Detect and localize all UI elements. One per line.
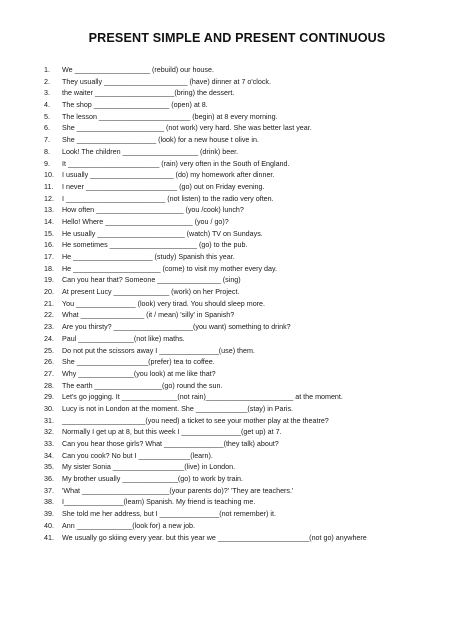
- exercise-item: [44, 334, 464, 346]
- exercise-item: [44, 427, 464, 439]
- exercise-number: 20.: [44, 288, 54, 297]
- exercise-number: 33.: [44, 440, 54, 448]
- exercise-number: 25.: [44, 346, 54, 355]
- exercise-number: 41.: [44, 533, 54, 542]
- exercise-sentence: She ______________________ (not work) very hard. She was better last year.: [62, 124, 312, 133]
- exercise-number: 16.: [44, 241, 54, 250]
- exercise-item: [44, 170, 464, 182]
- exercise-sentence: I never _______________________ (go) out on Friday evening.: [62, 182, 265, 191]
- exercise-number: 21.: [44, 299, 54, 308]
- exercise-sentence: She __________________(prefer) tea to coffee.: [62, 358, 215, 367]
- exercise-number: 26.: [44, 358, 54, 367]
- exercise-item: [44, 299, 464, 311]
- exercise-sentence: The earth _________________(go) round the sun.: [62, 381, 223, 390]
- exercise-item: [44, 392, 464, 404]
- exercise-sentence: The lesson _______________________ (begin) at 8 every morning.: [62, 112, 278, 121]
- exercise-sentence: Lucy is not in London at the moment. She _____________(stay) in Paris.: [62, 404, 294, 413]
- exercise-item: [44, 264, 464, 276]
- exercise-item: [44, 135, 464, 147]
- exercise-sentence: Let's go jogging. It ______________(not rain)______________________ at the moment.: [62, 393, 343, 402]
- exercise-sentence: We ___________________ (rebuild) our house.: [62, 66, 214, 74]
- exercise-item: [44, 346, 464, 358]
- exercise-item: [44, 497, 464, 509]
- exercise-item: [44, 275, 464, 287]
- exercise-number: 6.: [44, 124, 50, 133]
- exercise-item: [44, 159, 464, 171]
- exercise-item: [44, 322, 464, 334]
- exercise-item: [44, 521, 464, 533]
- exercise-number: 31.: [44, 416, 54, 425]
- exercise-number: 15.: [44, 229, 54, 238]
- exercise-number: 3.: [44, 89, 50, 98]
- exercise-number: 13.: [44, 206, 54, 215]
- exercise-number: 10.: [44, 171, 54, 180]
- exercise-item: [44, 240, 464, 252]
- exercise-sentence: He ______________________ (come) to visit my mother every day.: [62, 264, 278, 273]
- exercise-item: [44, 474, 464, 486]
- exercise-number: 22.: [44, 311, 54, 320]
- exercise-number: 11.: [44, 182, 54, 191]
- exercise-sentence: My sister Sonia __________________(live) in London.: [62, 463, 236, 472]
- exercise-sentence: Do not put the scissors away I _______________(use) them.: [62, 346, 255, 355]
- exercise-sentence: We usually go skiing every year. but this year we _______________________(not go) anywhere: [62, 533, 367, 542]
- exercise-number: 34.: [44, 451, 54, 460]
- exercise-item: [44, 310, 464, 322]
- exercise-number: 37.: [44, 486, 54, 495]
- exercise-number: 8.: [44, 147, 50, 156]
- exercise-sentence: Normally I get up at 8, but this week I _______________(get up) at 7.: [62, 428, 282, 437]
- exercise-sentence: How often ______________________ (you /cook) lunch?: [62, 206, 244, 215]
- exercise-sentence: He usually ______________________ (watch) TV on Sundays.: [62, 229, 263, 238]
- exercise-number: 27.: [44, 369, 54, 378]
- exercise-number: 24.: [44, 334, 54, 343]
- exercise-sentence: They usually _____________________ (have) dinner at 7 o'clock.: [62, 77, 271, 86]
- exercise-item: [44, 509, 464, 521]
- exercise-item: [44, 416, 464, 428]
- exercise-sentence: Paul ______________(not like) maths.: [62, 334, 185, 343]
- exercise-item: [44, 182, 464, 194]
- exercise-number: 5.: [44, 112, 50, 121]
- exercise-item: [44, 287, 464, 299]
- exercise-number: 1.: [44, 66, 50, 74]
- exercise-sentence: I_______________(learn) Spanish. My friend is teaching me.: [62, 498, 256, 507]
- exercise-item: [44, 65, 464, 77]
- exercise-item: [44, 462, 464, 474]
- exercise-number: 14.: [44, 217, 54, 226]
- exercise-item: [44, 229, 464, 241]
- exercise-sentence: Look! The children ___________________ (drink) beer.: [62, 147, 239, 156]
- exercise-sentence: I _________________________ (not listen) to the radio very often.: [62, 194, 274, 203]
- exercise-sentence: I usually _____________________ (do) my homework after dinner.: [62, 171, 275, 180]
- exercise-number: 29.: [44, 393, 54, 402]
- exercise-number: 39.: [44, 510, 54, 519]
- exercise-item: [44, 369, 464, 381]
- exercise-item: [44, 100, 464, 112]
- exercise-item: [44, 252, 464, 264]
- exercise-sentence: Ann ______________(look for) a new job.: [62, 521, 195, 530]
- exercise-item: [44, 123, 464, 135]
- exercise-sentence: She ____________________ (look) for a new house t olive in.: [62, 136, 259, 145]
- exercise-number: 19.: [44, 276, 54, 285]
- exercise-item: [44, 381, 464, 393]
- exercise-sentence: Why ______________(you look) at me like that?: [62, 369, 216, 378]
- exercise-item: [44, 112, 464, 124]
- exercise-number: 32.: [44, 428, 54, 437]
- exercise-number: 9.: [44, 159, 50, 168]
- exercise-sentence: Hello! Where ______________________ (you / go)?: [62, 217, 229, 226]
- exercise-item: [44, 451, 464, 463]
- exercise-sentence: It _______________________ (rain) very often in the South of England.: [62, 159, 290, 168]
- exercise-sentence: _____________________(you need) a ticket to see your mother play at the theatre?: [62, 416, 329, 425]
- exercise-number: 30.: [44, 404, 54, 413]
- exercise-sentence: You _______________ (look) very tirad. You should sleep more.: [62, 299, 265, 308]
- exercise-number: 35.: [44, 463, 54, 472]
- exercise-number: 7.: [44, 136, 50, 145]
- exercise-sentence: He ____________________ (study) Spanish this year.: [62, 253, 235, 261]
- exercise-number: 38.: [44, 498, 54, 507]
- exercise-sentence: Are you thirsty? ____________________(you want) something to drink?: [62, 323, 291, 332]
- exercise-sentence: He sometimes ______________________ (go) to the pub.: [62, 241, 248, 250]
- exercise-item: [44, 404, 464, 416]
- exercise-number: 17.: [44, 253, 54, 261]
- exercise-sentence: The shop ___________________ (open) at 8.: [62, 101, 208, 110]
- exercise-number: 2.: [44, 77, 50, 86]
- exercise-sentence: What ________________ (it / mean) 'silly' in Spanish?: [62, 311, 235, 320]
- exercise-item: [44, 194, 464, 206]
- exercise-item: [44, 357, 464, 369]
- exercise-number: 18.: [44, 264, 54, 273]
- exercise-item: [44, 439, 464, 451]
- exercise-item: [44, 217, 464, 229]
- exercise-sentence: My brother usually ______________(go) to work by train.: [62, 475, 244, 484]
- exercise-sentence: Can you cook? No but I _____________(learn).: [62, 451, 213, 460]
- page-title: PRESENT SIMPLE AND PRESENT CONTINUOUS: [88, 31, 386, 45]
- exercise-number: 4.: [44, 101, 50, 110]
- exercise-number: 40.: [44, 521, 54, 530]
- exercise-sentence: the waiter ____________________(bring) the dessert.: [62, 89, 235, 98]
- exercise-item: [44, 147, 464, 159]
- exercise-item: [44, 88, 464, 100]
- exercise-sentence: At present Lucy ______________ (work) on her Project.: [62, 288, 240, 297]
- exercise-sentence: Can you hear that? Someone ________________ (sing): [62, 276, 241, 285]
- exercise-item: [44, 486, 464, 498]
- exercise-item: [44, 533, 464, 545]
- exercise-number: 36.: [44, 475, 54, 484]
- exercise-item: [44, 205, 464, 217]
- exercise-sentence: 'What ______________________(your parents do)?' 'They are teachers.': [62, 486, 294, 495]
- exercise-sentence: Can you hear those girls? What _______________(they talk) about?: [62, 440, 279, 448]
- exercise-item: [44, 77, 464, 89]
- exercise-sentence: She told me her address, but I _______________(not remember) it.: [62, 510, 276, 519]
- exercise-number: 28.: [44, 381, 54, 390]
- exercise-number: 23.: [44, 323, 54, 332]
- exercise-list: [44, 65, 464, 544]
- exercise-number: 12.: [44, 194, 54, 203]
